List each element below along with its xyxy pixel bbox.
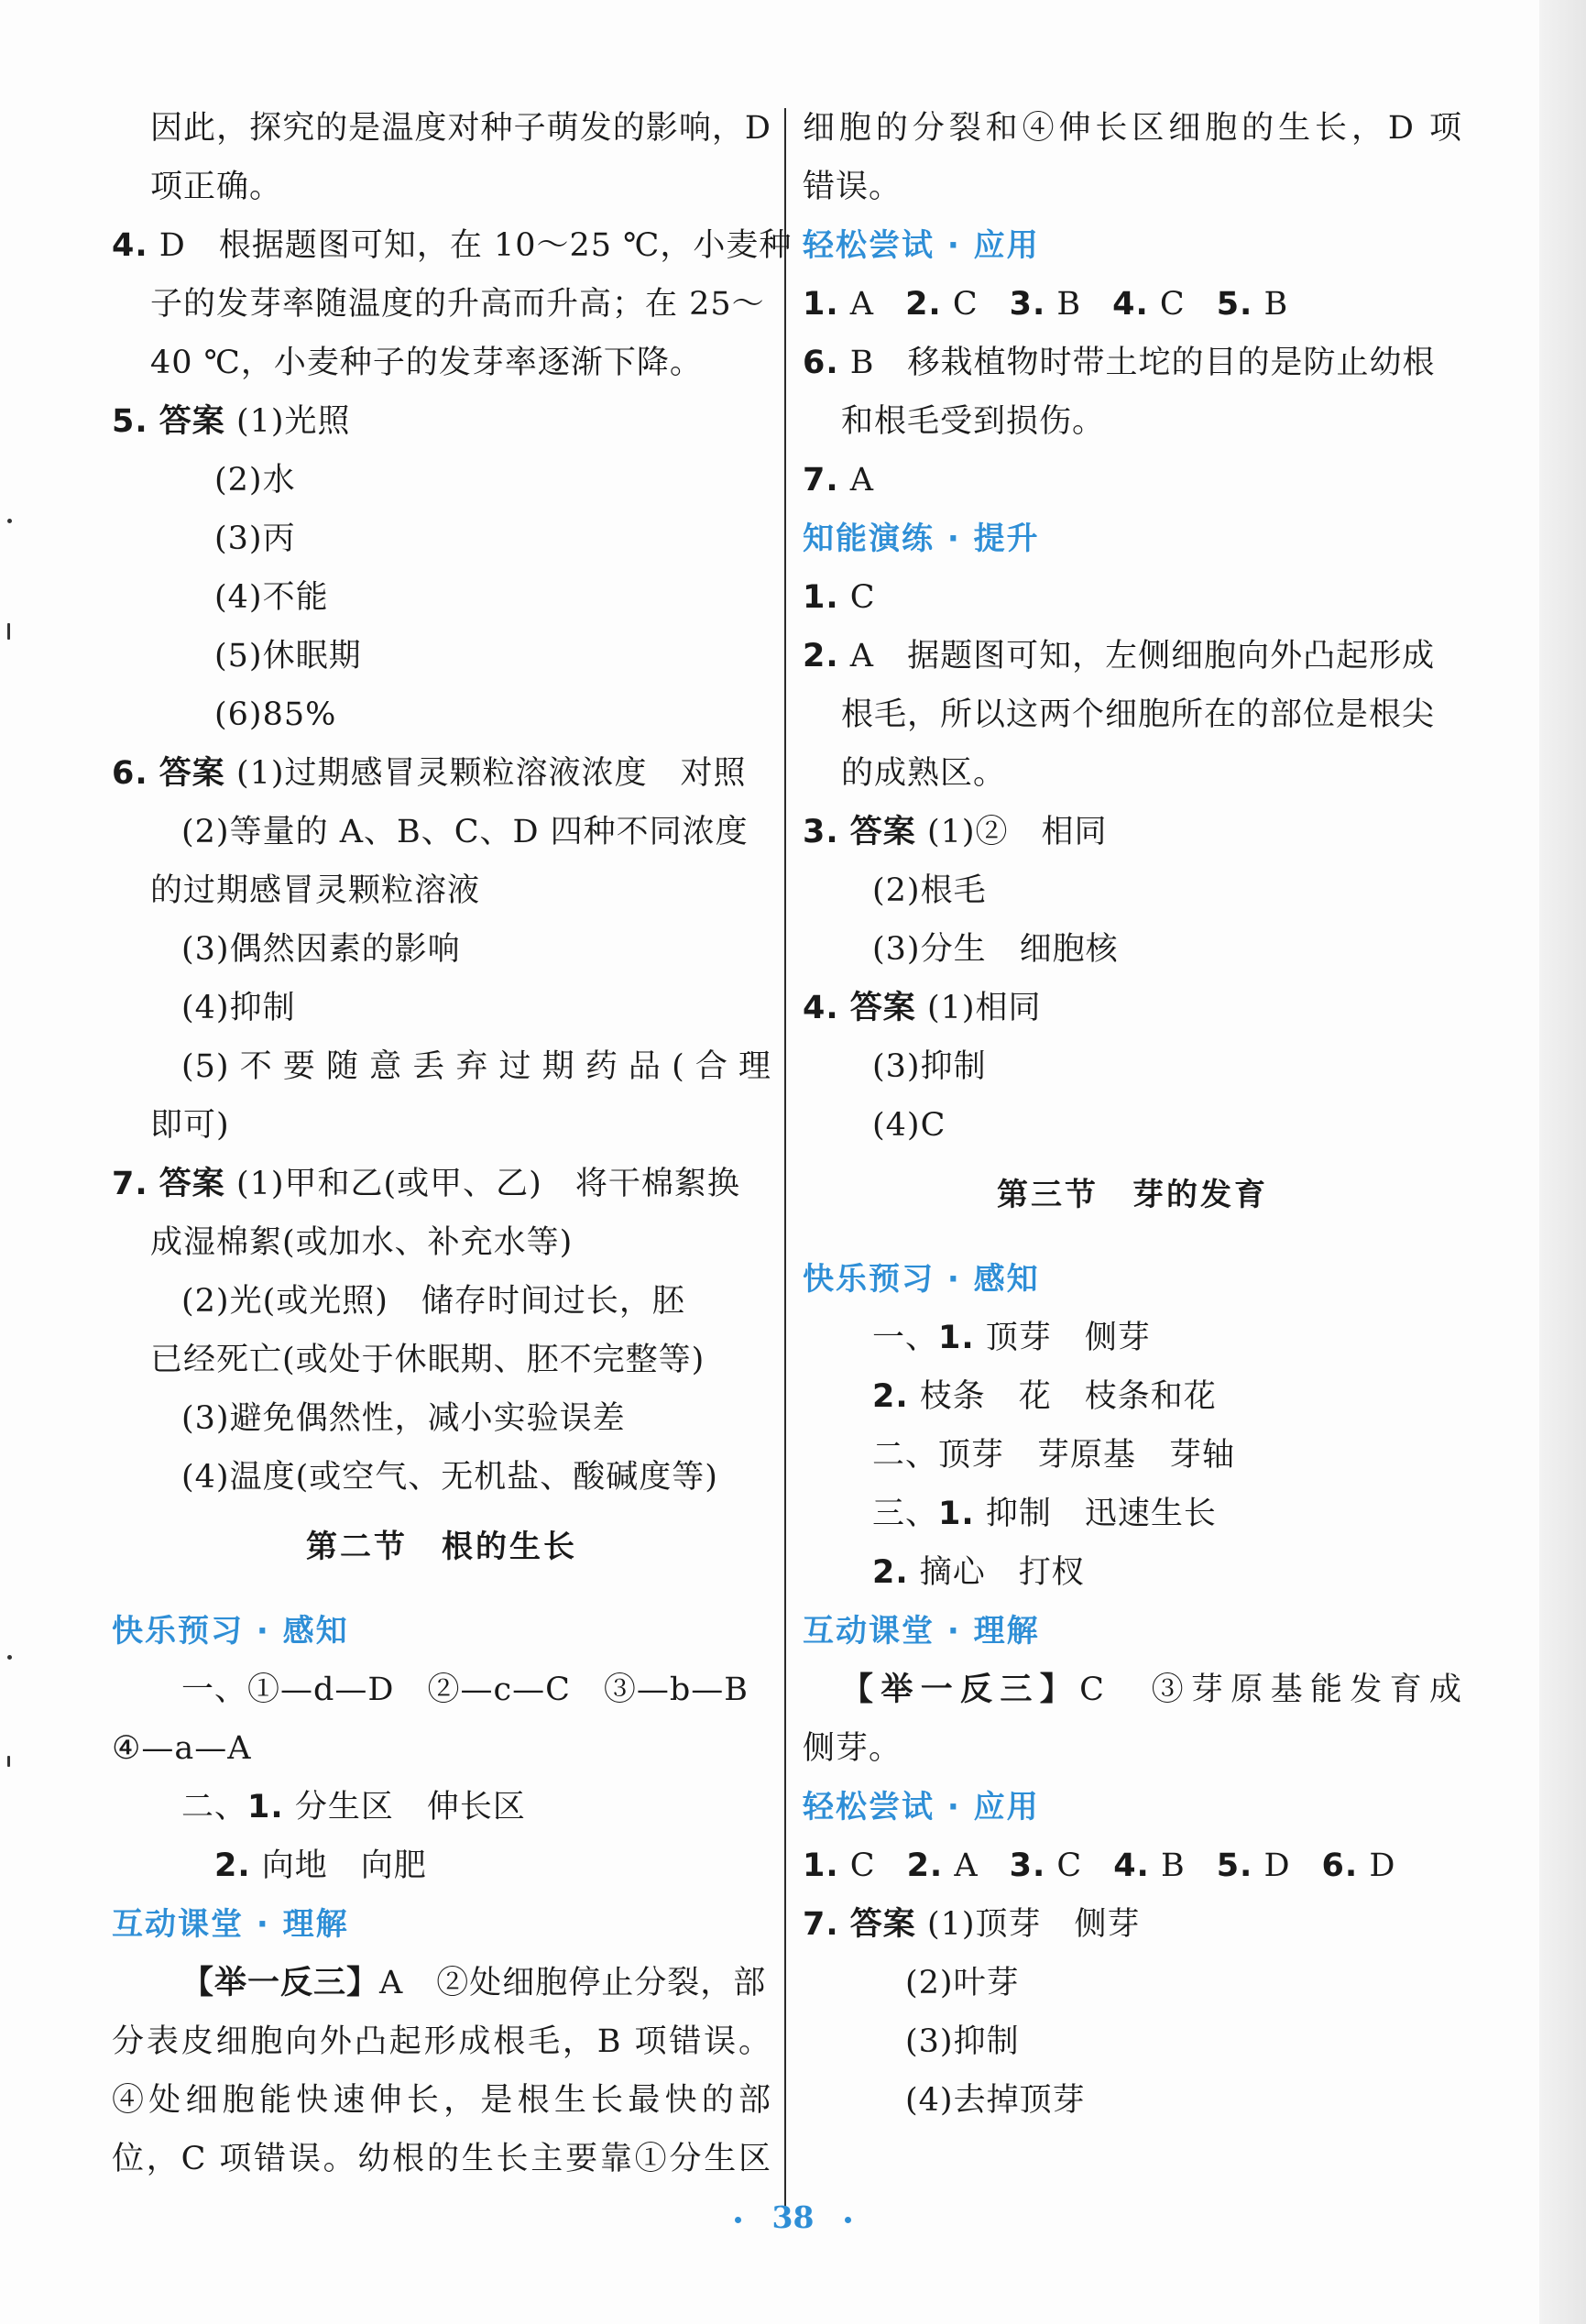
text-line: (2)等量的 A、B、C、D 四种不同浓度 [181,814,749,850]
text-line: (5)不要随意丢弃过期药品(合理 [181,1048,771,1085]
answer-text: A [838,286,875,323]
answer-text: (1)甲和乙(或甲、乙) 将干棉絮换 [235,1166,740,1202]
text-line: 的过期感冒灵颗粒溶液 [150,872,481,909]
answer-text: 枝条 花 枝条和花 [919,1378,1217,1415]
text-line [803,1309,1462,1367]
answer-3 [803,803,1462,861]
question-number: 2. [803,638,839,674]
answer-4 [112,216,793,275]
bullet-dot [845,2217,851,2223]
text-line: 错误。 [803,169,902,205]
answer-label: 答案 [159,1166,225,1202]
answer-text: B [1252,286,1289,323]
question-number: 5. [1216,286,1253,323]
question-number: 2. [214,1847,251,1884]
page-number-value: 38 [771,2199,815,2235]
section-heading-preview: 快乐预习 · 感知 [112,1613,349,1650]
question-number: 4. [1112,286,1149,323]
text-line: 40 ℃，小麦种子的发芽率逐渐下降。 [150,345,703,381]
text-line [112,1778,771,1836]
text-line: (2)光(或光照) 储存时间过长，胚 [181,1283,685,1320]
question-number: 3. [803,814,839,850]
answer-label: 答案 [849,1906,916,1943]
section-heading-class: 互动课堂 · 理解 [112,1906,349,1943]
text-line: 细胞的分裂和④伸长区细胞的生长，D 项 [803,110,1462,147]
question-number: 6. [803,345,839,381]
answer-6 [803,334,1462,392]
text-line [803,1367,1462,1426]
section-title: 第三节 芽的发育 [997,1177,1268,1213]
answer-text: A [943,1847,979,1884]
answer-7 [803,451,1462,510]
question-number: 7. [112,1166,148,1202]
answer-2 [803,627,1462,685]
answer-text: C [849,579,876,616]
question-number: 2. [905,286,942,323]
question-number: 7. [803,462,839,499]
question-number: 4. [1113,1847,1150,1884]
section-heading-skill: 知能演练 · 提升 [803,521,1040,557]
section-heading-try: 轻松尝试 · 应用 [803,1789,1040,1825]
question-number: 5. [112,403,148,440]
answer-label: 答案 [849,814,916,850]
question-number: 5. [1216,1847,1253,1884]
text-line: (2)根毛 [872,872,987,909]
item-prefix: 二、 [181,1789,248,1825]
text-line: 二、顶芽 芽原基 芽轴 [872,1437,1236,1474]
answer-text: D 根据题图可知，在 10～25 ℃，小麦种 [159,227,793,264]
text-line: (5)休眠期 [214,638,362,674]
section-heading-preview: 快乐预习 · 感知 [803,1261,1040,1298]
answer-text: C [838,1847,876,1884]
answer-item [803,286,874,323]
answer-item [905,286,979,323]
question-number: 1. [247,1789,284,1825]
answer-7 [803,1895,1462,1954]
answer-text: 向地 向肥 [261,1847,427,1884]
answer-text: A 据题图可知，左侧细胞向外凸起形成 [849,638,1436,674]
answer-item [1217,286,1289,323]
scan-speck [7,519,12,523]
text-line: (4)C [872,1107,946,1144]
answer-item [907,1847,979,1884]
text-line: (4)去掉顶芽 [905,2082,1086,2119]
text-line: 和根毛受到损伤。 [841,403,1106,440]
question-number: 2. [906,1847,944,1884]
text-line: (4)温度(或空气、无机盐、酸碱度等) [181,1459,718,1496]
text-line: 一、①—d—D ②—c—C ③—b—B [181,1672,749,1708]
answer-text: C [1045,1847,1083,1884]
question-number: 2. [872,1554,909,1591]
question-number: 3. [1009,1847,1046,1884]
text-line: (3)丙 [214,521,296,557]
answer-label: 答案 [849,990,916,1026]
answer-4 [803,979,1462,1037]
question-number: 2. [872,1378,909,1415]
answer-item [803,1847,876,1884]
answer-5 [112,392,771,451]
question-number: 6. [112,755,148,792]
text-line: (6)85% [214,696,337,733]
text-line: 子的发芽率随温度的升高而升高；在 25～ [150,286,765,323]
left-column [112,99,793,2188]
scan-speck [7,1756,10,1767]
question-number: 4. [803,990,839,1026]
text-line: (4)抑制 [181,990,296,1026]
answer-text: C [1148,286,1186,323]
text-line: ④—a—A [112,1730,252,1767]
answer-item [1322,1847,1396,1884]
answer-text: C [941,286,979,323]
item-prefix: 三、 [872,1496,939,1532]
column-divider [784,108,786,2207]
text-line: 位，C 项错误。幼根的生长主要靠①分生区 [112,2141,771,2177]
answer-label: 答案 [159,403,225,440]
answer-text: B 移栽植物时带土坨的目的是防止幼根 [849,345,1436,381]
answer-text: C ③芽原基能发育成 [1079,1672,1462,1708]
question-number: 1. [938,1496,975,1532]
question-number: 1. [803,286,839,323]
question-number: 4. [112,227,148,264]
text-line: (3)偶然因素的影响 [181,931,461,968]
question-number: 7. [803,1906,839,1943]
text-line: 项正确。 [150,169,283,205]
answer-text: 抑制 迅速生长 [985,1496,1217,1532]
text-line: 分表皮细胞向外凸起形成根毛，B 项错误。 [112,2023,771,2060]
answer-text: D [1252,1847,1291,1884]
text-line: (3)抑制 [872,1048,987,1085]
scan-speck [7,623,10,640]
text-line [112,1836,771,1895]
text-line: (3)分生 细胞核 [872,931,1119,968]
answer-item [1113,1847,1186,1884]
answer-text: (1)② 相同 [926,814,1108,850]
text-line [112,1954,771,2012]
answer-text: (1)过期感冒灵颗粒溶液浓度 对照 [235,755,747,792]
answer-1 [803,568,1462,627]
example-label: 【举一反三】 [841,1671,1080,1708]
text-line: 成湿棉絮(或加水、补充水等) [150,1224,574,1261]
answer-6 [112,744,771,803]
bullet-dot [735,2217,741,2223]
text-line: ④处细胞能快速伸长，是根生长最快的部 [112,2082,771,2119]
text-line: 根毛，所以这两个细胞所在的部位是根尖 [841,696,1436,733]
text-line: 已经死亡(或处于休眠期、胚不完整等) [150,1342,705,1378]
question-number: 3. [1009,286,1046,323]
section-title: 第二节 根的生长 [306,1529,577,1565]
item-prefix: 一、 [872,1320,939,1356]
answer-item [1112,286,1186,323]
page-number [0,2199,1586,2235]
text-line: (2)水 [214,462,296,499]
question-number: 1. [803,1847,839,1884]
answer-row [803,1836,1462,1895]
question-number: 1. [938,1320,975,1356]
text-line [803,1485,1462,1543]
section-heading-try: 轻松尝试 · 应用 [803,227,1040,264]
answer-text: 摘心 打杈 [919,1554,1085,1591]
text-line: (3)避免偶然性，减小实验误差 [181,1400,626,1437]
answer-item [1217,1847,1291,1884]
example-label: 【举一反三】 [181,1964,380,2001]
text-line: 因此，探究的是温度对种子萌发的影响，D [150,110,771,147]
section-heading-class: 互动课堂 · 理解 [803,1613,1040,1650]
scan-speck [7,1655,12,1660]
answer-text: B [1045,286,1082,323]
answer-text: A [849,462,875,499]
answer-text: (1)光照 [235,403,351,440]
text-line: (2)叶芽 [905,1965,1020,2001]
text-line: 的成熟区。 [841,755,1007,792]
text-line: (4)不能 [214,579,329,616]
answer-7 [112,1155,771,1213]
answer-text: A ②处细胞停止分裂，部 [379,1965,767,2001]
page-edge-shadow [1539,0,1586,2324]
answer-text: 顶芽 侧芽 [985,1320,1151,1356]
text-line: (3)抑制 [905,2023,1020,2060]
answer-row [803,275,1462,334]
answer-text: (1)相同 [926,990,1042,1026]
answer-text: D [1358,1847,1396,1884]
answer-text: B [1149,1847,1186,1884]
text-line: 即可) [150,1107,230,1144]
answer-label: 答案 [159,755,225,792]
text-line [803,1661,1462,1719]
text-line [803,1543,1462,1602]
text-line: 侧芽。 [803,1730,902,1767]
answer-text: 分生区 伸长区 [294,1789,526,1825]
right-column [803,99,1462,2130]
question-number: 1. [803,579,839,616]
answer-text: (1)顶芽 侧芽 [926,1906,1141,1943]
answer-item [1010,286,1082,323]
answer-item [1010,1847,1083,1884]
question-number: 6. [1321,1847,1359,1884]
